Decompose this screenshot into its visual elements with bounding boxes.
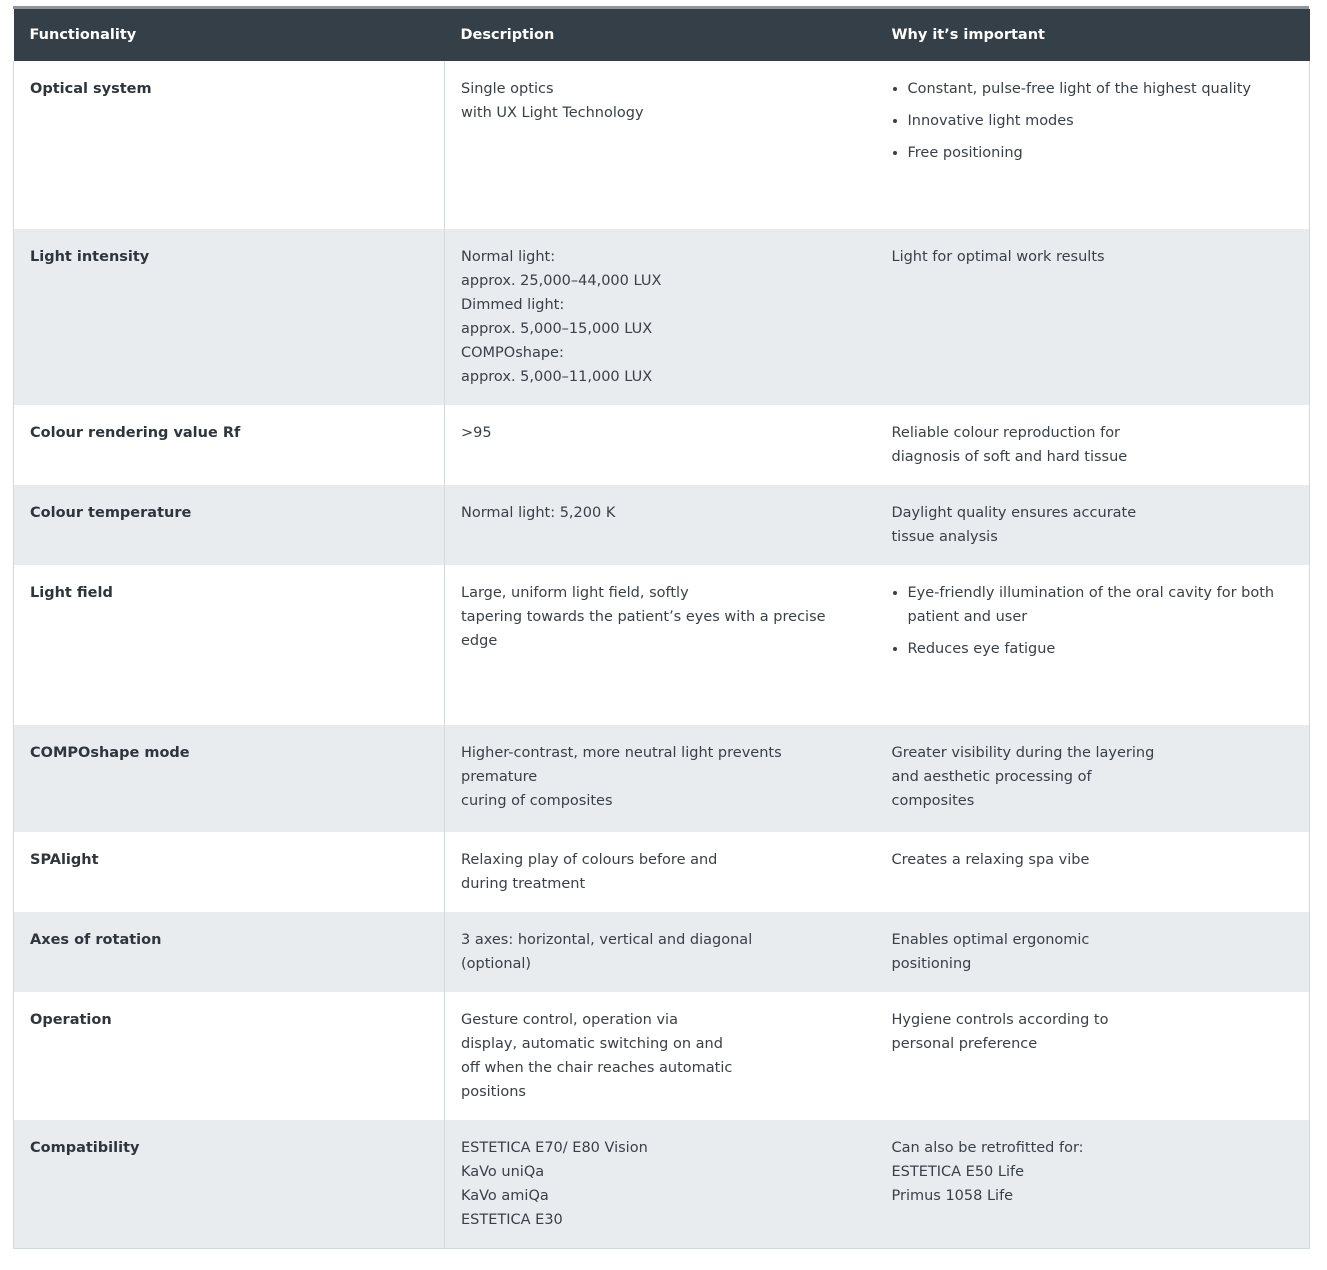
description-line: Gesture control, operation via xyxy=(461,1012,678,1028)
importance-line: Enables optimal ergonomic xyxy=(891,932,1090,948)
description-line: curing of composites xyxy=(461,793,613,809)
table-row xyxy=(14,61,1310,229)
importance-line: diagnosis of soft and hard tissue xyxy=(891,449,1128,465)
importance-list-item: • Innovative light modes xyxy=(908,109,1294,133)
functionality-cell: Colour temperature xyxy=(14,485,445,565)
description-cell xyxy=(445,565,876,725)
importance-list xyxy=(892,581,1294,661)
description-line: display, automatic switching on and xyxy=(461,1036,723,1052)
specification-table xyxy=(13,9,1310,1249)
description-line: KaVo uniQa xyxy=(461,1164,545,1180)
importance-cell xyxy=(876,565,1310,725)
importance-cell xyxy=(876,61,1310,229)
table-row xyxy=(14,912,1310,992)
functionality-cell: Axes of rotation xyxy=(14,912,445,992)
description-cell xyxy=(445,229,876,405)
table-row xyxy=(14,229,1310,405)
table-body xyxy=(14,61,1310,1249)
description-line: ESTETICA E30 xyxy=(461,1212,563,1228)
description-line: Higher-contrast, more neutral light prevents premature xyxy=(461,745,782,785)
description-cell xyxy=(445,485,876,565)
importance-line: ESTETICA E50 Life xyxy=(891,1164,1025,1180)
importance-list-item: • Constant, pulse-free light of the highest quality xyxy=(908,77,1294,101)
functionality-cell: Colour rendering value Rf xyxy=(14,405,445,485)
description-cell xyxy=(445,1120,876,1249)
importance-list xyxy=(892,77,1294,165)
description-line: (optional) xyxy=(461,956,532,972)
description-line: ESTETICA E70/ E80 Vision xyxy=(461,1140,648,1156)
table-row xyxy=(14,832,1310,912)
importance-line: Daylight quality ensures accurate xyxy=(891,505,1137,521)
description-line: Dimmed light: xyxy=(461,297,565,313)
description-line: >95 xyxy=(461,425,492,441)
description-line: Normal light: xyxy=(461,249,556,265)
description-line: Relaxing play of colours before and xyxy=(461,852,718,868)
importance-cell xyxy=(876,485,1310,565)
description-line: tapering towards the patient’s eyes with a precise edge xyxy=(461,609,826,649)
description-line: approx. 5,000–15,000 LUX xyxy=(461,321,653,337)
header-importance: Why it’s important xyxy=(891,27,1045,43)
importance-cell xyxy=(876,725,1310,832)
importance-line: Can also be retrofitted for: xyxy=(891,1140,1084,1156)
table-row xyxy=(14,725,1310,832)
description-cell xyxy=(445,912,876,992)
description-line: Normal light: 5,200 K xyxy=(461,505,616,521)
importance-line: personal preference xyxy=(891,1036,1038,1052)
importance-cell xyxy=(876,992,1310,1120)
importance-line: tissue analysis xyxy=(891,529,998,545)
functionality-cell: SPAlight xyxy=(14,832,445,912)
functionality-cell: Compatibility xyxy=(14,1120,445,1249)
importance-list-item: • Reduces eye fatigue xyxy=(908,637,1294,661)
description-line: during treatment xyxy=(461,876,586,892)
importance-cell xyxy=(876,405,1310,485)
header-functionality: Functionality xyxy=(29,27,137,43)
header-row xyxy=(14,9,1310,61)
table-row xyxy=(14,565,1310,725)
table-row xyxy=(14,405,1310,485)
importance-line: Light for optimal work results xyxy=(891,249,1105,265)
description-cell xyxy=(445,832,876,912)
description-line: Large, uniform light field, softly xyxy=(461,585,689,601)
importance-line: composites xyxy=(891,793,975,809)
importance-cell xyxy=(876,229,1310,405)
importance-line: positioning xyxy=(891,956,972,972)
description-line: 3 axes: horizontal, vertical and diagonal xyxy=(461,932,753,948)
importance-line: and aesthetic processing of xyxy=(891,769,1092,785)
description-line: approx. 25,000–44,000 LUX xyxy=(461,273,662,289)
description-line: KaVo amiQa xyxy=(461,1188,549,1204)
table-row xyxy=(14,1120,1310,1249)
functionality-cell: Light intensity xyxy=(14,229,445,405)
functionality-cell: COMPOshape mode xyxy=(14,725,445,832)
table-row xyxy=(14,992,1310,1120)
table-row xyxy=(14,485,1310,565)
description-line: approx. 5,000–11,000 LUX xyxy=(461,369,653,385)
functionality-cell: Operation xyxy=(14,992,445,1120)
importance-list-item: • Eye-friendly illumination of the oral cavity for both patient and user xyxy=(908,581,1294,629)
functionality-cell: Optical system xyxy=(14,61,445,229)
table-header xyxy=(14,9,1310,61)
importance-line: Primus 1058 Life xyxy=(891,1188,1014,1204)
description-cell xyxy=(445,405,876,485)
description-line: positions xyxy=(461,1084,526,1100)
importance-cell xyxy=(876,832,1310,912)
description-cell xyxy=(445,992,876,1120)
description-line: with UX Light Technology xyxy=(461,105,644,121)
importance-line: Creates a relaxing spa vibe xyxy=(891,852,1090,868)
description-line: Single optics xyxy=(461,81,554,97)
importance-list-item: • Free positioning xyxy=(908,141,1294,165)
spec-table-container xyxy=(13,6,1309,1249)
header-description: Description xyxy=(460,27,555,43)
importance-line: Reliable colour reproduction for xyxy=(891,425,1121,441)
description-line: COMPOshape: xyxy=(461,345,564,361)
description-cell xyxy=(445,725,876,832)
description-cell xyxy=(445,61,876,229)
functionality-cell: Light field xyxy=(14,565,445,725)
importance-line: Greater visibility during the layering xyxy=(891,745,1155,761)
importance-cell xyxy=(876,912,1310,992)
description-line: off when the chair reaches automatic xyxy=(461,1060,733,1076)
importance-line: Hygiene controls according to xyxy=(891,1012,1109,1028)
importance-cell xyxy=(876,1120,1310,1249)
